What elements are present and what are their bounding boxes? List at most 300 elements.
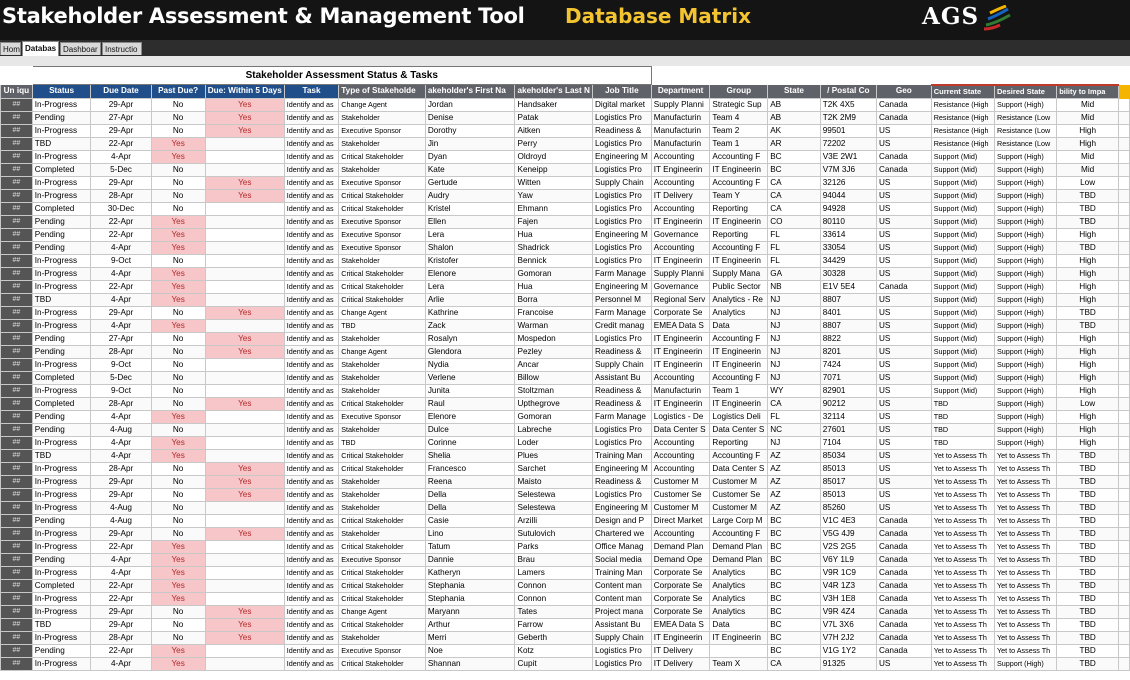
cell-group[interactable]: Logistics Deli — [710, 410, 768, 423]
cell-group[interactable]: IT Engineerin — [710, 358, 768, 371]
cell-task[interactable]: Identify and as — [284, 436, 338, 449]
cell-job-title[interactable]: Logistics Pro — [592, 644, 651, 657]
cell-task[interactable]: Identify and as — [284, 241, 338, 254]
cell-ability-to-impact[interactable]: High — [1057, 124, 1119, 137]
cell-desired-state[interactable]: Support (High) — [995, 163, 1057, 176]
cell-first-name[interactable]: Katheryn — [425, 566, 515, 579]
cell-status[interactable]: TBD — [32, 449, 91, 462]
cell-desired-state[interactable]: Support (High) — [995, 98, 1057, 111]
cell-due-within-5-days[interactable] — [205, 644, 284, 657]
cell-current-state[interactable]: Resistance (High — [931, 124, 994, 137]
cell-status[interactable]: Completed — [32, 202, 91, 215]
cell-due-date[interactable]: 29-Apr — [91, 176, 151, 189]
cell-task[interactable]: Identify and as — [284, 566, 338, 579]
cell-due-date[interactable]: 4-Apr — [91, 241, 151, 254]
cell-last-name[interactable]: Keneipp — [515, 163, 592, 176]
cell-department[interactable]: Supply Planni — [651, 267, 710, 280]
cell-due-date[interactable]: 27-Apr — [91, 332, 151, 345]
cell-first-name[interactable]: Maryann — [425, 605, 515, 618]
cell-current-state[interactable]: Support (Mid) — [931, 345, 994, 358]
header-current-state[interactable]: Current State — [931, 85, 994, 99]
cell-status[interactable]: In-Progress — [32, 254, 91, 267]
cell-due-within-5-days[interactable] — [205, 228, 284, 241]
cell-unique-id[interactable]: ## — [1, 553, 33, 566]
cell-state[interactable]: BC — [768, 514, 821, 527]
cell-current-state[interactable]: Resistance (High — [931, 111, 994, 124]
header-type-of-stakeholder[interactable]: Type of Stakeholde — [339, 85, 426, 99]
cell-past-due[interactable]: Yes — [151, 150, 205, 163]
cell-unique-id[interactable]: ## — [1, 163, 33, 176]
cell-unique-id[interactable]: ## — [1, 540, 33, 553]
cell-group[interactable]: Reporting — [710, 228, 768, 241]
cell-department[interactable]: Accounting — [651, 449, 710, 462]
cell-job-title[interactable]: Engineering M — [592, 501, 651, 514]
cell-first-name[interactable]: Verlene — [425, 371, 515, 384]
cell-first-name[interactable]: Arlie — [425, 293, 515, 306]
cell-geo[interactable]: US — [876, 254, 931, 267]
cell-state[interactable]: AR — [768, 137, 821, 150]
cell-geo[interactable]: Canada — [876, 540, 931, 553]
cell-current-state[interactable]: Support (Mid) — [931, 358, 994, 371]
cell-geo[interactable]: US — [876, 267, 931, 280]
cell-due-within-5-days[interactable]: Yes — [205, 631, 284, 644]
header-due-date[interactable]: Due Date — [91, 85, 151, 99]
cell-job-title[interactable]: Supply Chain — [592, 631, 651, 644]
cell-status[interactable]: In-Progress — [32, 501, 91, 514]
cell-current-state[interactable]: Yet to Assess Th — [931, 657, 994, 670]
cell-due-within-5-days[interactable]: Yes — [205, 345, 284, 358]
cell-past-due[interactable]: No — [151, 254, 205, 267]
cell-last-name[interactable]: Brau — [515, 553, 592, 566]
cell-postal-code[interactable]: V7L 3X6 — [820, 618, 876, 631]
cell-due-within-5-days[interactable]: Yes — [205, 475, 284, 488]
cell-status[interactable]: In-Progress — [32, 631, 91, 644]
cell-job-title[interactable]: Assistant Bu — [592, 371, 651, 384]
cell-current-state[interactable]: Yet to Assess Th — [931, 579, 994, 592]
cell-current-state[interactable]: Support (Mid) — [931, 332, 994, 345]
cell-due-date[interactable]: 28-Apr — [91, 631, 151, 644]
cell-task[interactable]: Identify and as — [284, 540, 338, 553]
cell-past-due[interactable]: Yes — [151, 215, 205, 228]
cell-ability-to-impact[interactable]: TBD — [1057, 553, 1119, 566]
cell-status[interactable]: Pending — [32, 553, 91, 566]
cell-due-date[interactable]: 4-Apr — [91, 553, 151, 566]
cell-first-name[interactable]: Elenore — [425, 267, 515, 280]
cell-task[interactable]: Identify and as — [284, 137, 338, 150]
cell-group[interactable]: IT Engineerin — [710, 345, 768, 358]
cell-stakeholder-type[interactable]: Critical Stakeholder — [339, 592, 426, 605]
cell-state[interactable]: FL — [768, 228, 821, 241]
cell-group[interactable]: IT Engineerin — [710, 254, 768, 267]
cell-current-state[interactable]: Support (Mid) — [931, 228, 994, 241]
cell-ability-to-impact[interactable]: Mid — [1057, 150, 1119, 163]
cell-past-due[interactable]: No — [151, 163, 205, 176]
cell-last-name[interactable]: Kotz — [515, 644, 592, 657]
cell-department[interactable]: Governance — [651, 228, 710, 241]
cell-due-within-5-days[interactable]: Yes — [205, 111, 284, 124]
cell-due-within-5-days[interactable] — [205, 501, 284, 514]
cell-job-title[interactable]: Logistics Pro — [592, 657, 651, 670]
cell-group[interactable]: Data — [710, 618, 768, 631]
cell-current-state[interactable]: Support (Mid) — [931, 293, 994, 306]
cell-desired-state[interactable]: Support (High) — [995, 371, 1057, 384]
cell-postal-code[interactable]: 30328 — [820, 267, 876, 280]
cell-postal-code[interactable]: 90212 — [820, 397, 876, 410]
cell-geo[interactable]: Canada — [876, 631, 931, 644]
cell-first-name[interactable]: Merri — [425, 631, 515, 644]
cell-desired-state[interactable]: Support (High) — [995, 241, 1057, 254]
cell-state[interactable]: AZ — [768, 449, 821, 462]
cell-status[interactable]: In-Progress — [32, 527, 91, 540]
cell-status[interactable]: In-Progress — [32, 592, 91, 605]
cell-task[interactable]: Identify and as — [284, 189, 338, 202]
cell-job-title[interactable]: Assistant Bu — [592, 618, 651, 631]
cell-postal-code[interactable]: T2K 4X5 — [820, 98, 876, 111]
cell-unique-id[interactable]: ## — [1, 111, 33, 124]
cell-due-within-5-days[interactable]: Yes — [205, 332, 284, 345]
cell-department[interactable]: Manufacturin — [651, 124, 710, 137]
cell-desired-state[interactable]: Yet to Assess Th — [995, 631, 1057, 644]
cell-state[interactable]: BC — [768, 566, 821, 579]
cell-due-date[interactable]: 29-Apr — [91, 488, 151, 501]
cell-past-due[interactable]: No — [151, 397, 205, 410]
cell-group[interactable]: Accounting F — [710, 150, 768, 163]
cell-desired-state[interactable]: Support (High) — [995, 358, 1057, 371]
cell-last-name[interactable]: Ehmann — [515, 202, 592, 215]
cell-group[interactable]: Demand Plan — [710, 540, 768, 553]
cell-current-state[interactable]: Support (Mid) — [931, 176, 994, 189]
cell-job-title[interactable]: Readiness & — [592, 397, 651, 410]
cell-last-name[interactable]: Warman — [515, 319, 592, 332]
cell-unique-id[interactable]: ## — [1, 566, 33, 579]
cell-due-date[interactable]: 4-Apr — [91, 436, 151, 449]
cell-postal-code[interactable]: 80110 — [820, 215, 876, 228]
cell-desired-state[interactable]: Yet to Assess Th — [995, 553, 1057, 566]
cell-due-date[interactable]: 4-Apr — [91, 267, 151, 280]
cell-status[interactable]: In-Progress — [32, 462, 91, 475]
cell-first-name[interactable]: Shelia — [425, 449, 515, 462]
cell-ability-to-impact[interactable]: High — [1057, 137, 1119, 150]
cell-first-name[interactable]: Noe — [425, 644, 515, 657]
cell-past-due[interactable]: No — [151, 475, 205, 488]
cell-due-date[interactable]: 4-Apr — [91, 319, 151, 332]
cell-group[interactable]: Public Sector — [710, 280, 768, 293]
cell-desired-state[interactable]: Yet to Assess Th — [995, 605, 1057, 618]
cell-task[interactable]: Identify and as — [284, 202, 338, 215]
cell-department[interactable]: Customer M — [651, 501, 710, 514]
cell-status[interactable]: Pending — [32, 241, 91, 254]
cell-geo[interactable]: Canada — [876, 579, 931, 592]
cell-postal-code[interactable]: 7104 — [820, 436, 876, 449]
cell-group[interactable]: Customer M — [710, 475, 768, 488]
tab-home[interactable]: Hom — [0, 42, 21, 55]
cell-unique-id[interactable]: ## — [1, 137, 33, 150]
cell-job-title[interactable]: Training Man — [592, 566, 651, 579]
cell-department[interactable]: Corporate Se — [651, 306, 710, 319]
cell-department[interactable]: IT Engineerin — [651, 163, 710, 176]
cell-first-name[interactable]: Kristofer — [425, 254, 515, 267]
cell-due-date[interactable]: 28-Apr — [91, 397, 151, 410]
cell-status[interactable]: In-Progress — [32, 280, 91, 293]
cell-past-due[interactable]: No — [151, 631, 205, 644]
cell-due-within-5-days[interactable] — [205, 423, 284, 436]
cell-last-name[interactable]: Handsaker — [515, 98, 592, 111]
cell-first-name[interactable]: Corinne — [425, 436, 515, 449]
cell-unique-id[interactable]: ## — [1, 267, 33, 280]
cell-status[interactable]: Pending — [32, 644, 91, 657]
cell-current-state[interactable]: Support (Mid) — [931, 163, 994, 176]
cell-group[interactable]: Team X — [710, 657, 768, 670]
cell-first-name[interactable]: Della — [425, 488, 515, 501]
cell-state[interactable]: BC — [768, 163, 821, 176]
cell-postal-code[interactable]: 94928 — [820, 202, 876, 215]
cell-job-title[interactable]: Farm Manage — [592, 267, 651, 280]
cell-past-due[interactable]: Yes — [151, 592, 205, 605]
cell-status[interactable]: In-Progress — [32, 436, 91, 449]
cell-ability-to-impact[interactable]: TBD — [1057, 618, 1119, 631]
cell-current-state[interactable]: Support (Mid) — [931, 319, 994, 332]
cell-desired-state[interactable]: Yet to Assess Th — [995, 618, 1057, 631]
cell-ability-to-impact[interactable]: High — [1057, 384, 1119, 397]
cell-past-due[interactable]: No — [151, 618, 205, 631]
cell-past-due[interactable]: No — [151, 202, 205, 215]
cell-postal-code[interactable]: 85013 — [820, 462, 876, 475]
cell-ability-to-impact[interactable]: TBD — [1057, 540, 1119, 553]
cell-due-within-5-days[interactable] — [205, 241, 284, 254]
cell-postal-code[interactable]: 7071 — [820, 371, 876, 384]
cell-last-name[interactable]: Selestewa — [515, 488, 592, 501]
cell-desired-state[interactable]: Yet to Assess Th — [995, 540, 1057, 553]
cell-ability-to-impact[interactable]: TBD — [1057, 189, 1119, 202]
cell-unique-id[interactable]: ## — [1, 527, 33, 540]
cell-first-name[interactable]: Shalon — [425, 241, 515, 254]
cell-unique-id[interactable]: ## — [1, 475, 33, 488]
cell-stakeholder-type[interactable]: Stakeholder — [339, 501, 426, 514]
cell-geo[interactable]: US — [876, 306, 931, 319]
cell-last-name[interactable]: Gomoran — [515, 267, 592, 280]
cell-postal-code[interactable]: 94044 — [820, 189, 876, 202]
cell-status[interactable]: In-Progress — [32, 540, 91, 553]
cell-status[interactable]: Pending — [32, 410, 91, 423]
cell-department[interactable]: IT Engineerin — [651, 358, 710, 371]
cell-due-date[interactable]: 4-Aug — [91, 514, 151, 527]
cell-due-within-5-days[interactable] — [205, 657, 284, 670]
cell-desired-state[interactable]: Yet to Assess Th — [995, 514, 1057, 527]
cell-job-title[interactable]: Content man — [592, 579, 651, 592]
cell-first-name[interactable]: Gertude — [425, 176, 515, 189]
cell-due-date[interactable]: 28-Apr — [91, 189, 151, 202]
cell-task[interactable]: Identify and as — [284, 176, 338, 189]
cell-department[interactable]: Corporate Se — [651, 579, 710, 592]
cell-task[interactable]: Identify and as — [284, 228, 338, 241]
cell-postal-code[interactable]: V9R 4Z4 — [820, 605, 876, 618]
cell-unique-id[interactable]: ## — [1, 514, 33, 527]
cell-stakeholder-type[interactable]: Critical Stakeholder — [339, 540, 426, 553]
cell-stakeholder-type[interactable]: Stakeholder — [339, 163, 426, 176]
cell-department[interactable]: Accounting — [651, 462, 710, 475]
header-state[interactable]: State — [768, 85, 821, 99]
cell-past-due[interactable]: Yes — [151, 449, 205, 462]
cell-ability-to-impact[interactable]: High — [1057, 254, 1119, 267]
header-status[interactable]: Status — [32, 85, 91, 99]
cell-task[interactable]: Identify and as — [284, 319, 338, 332]
cell-current-state[interactable]: Support (Mid) — [931, 371, 994, 384]
cell-first-name[interactable]: Dorothy — [425, 124, 515, 137]
cell-unique-id[interactable]: ## — [1, 228, 33, 241]
cell-group[interactable]: Reporting — [710, 436, 768, 449]
cell-unique-id[interactable]: ## — [1, 488, 33, 501]
cell-department[interactable]: Customer Se — [651, 488, 710, 501]
cell-task[interactable]: Identify and as — [284, 306, 338, 319]
cell-ability-to-impact[interactable]: High — [1057, 228, 1119, 241]
cell-desired-state[interactable]: Support (High) — [995, 293, 1057, 306]
cell-past-due[interactable]: Yes — [151, 540, 205, 553]
cell-geo[interactable]: Canada — [876, 280, 931, 293]
cell-job-title[interactable]: Logistics Pro — [592, 241, 651, 254]
cell-job-title[interactable]: Logistics Pro — [592, 254, 651, 267]
cell-last-name[interactable]: Fajen — [515, 215, 592, 228]
cell-stakeholder-type[interactable]: Change Agent — [339, 98, 426, 111]
cell-job-title[interactable]: Logistics Pro — [592, 189, 651, 202]
cell-department[interactable]: Accounting — [651, 176, 710, 189]
cell-group[interactable]: Team Y — [710, 189, 768, 202]
cell-group[interactable]: Customer Se — [710, 488, 768, 501]
cell-past-due[interactable]: Yes — [151, 319, 205, 332]
cell-postal-code[interactable]: 82901 — [820, 384, 876, 397]
cell-stakeholder-type[interactable]: Stakeholder — [339, 488, 426, 501]
cell-last-name[interactable]: Ancar — [515, 358, 592, 371]
cell-past-due[interactable]: No — [151, 189, 205, 202]
cell-geo[interactable]: US — [876, 345, 931, 358]
cell-postal-code[interactable]: T2K 2M9 — [820, 111, 876, 124]
cell-stakeholder-type[interactable]: Change Agent — [339, 306, 426, 319]
cell-desired-state[interactable]: Support (High) — [995, 423, 1057, 436]
cell-task[interactable]: Identify and as — [284, 293, 338, 306]
cell-department[interactable]: Accounting — [651, 241, 710, 254]
cell-department[interactable]: Regional Serv — [651, 293, 710, 306]
cell-unique-id[interactable]: ## — [1, 618, 33, 631]
cell-postal-code[interactable]: 8201 — [820, 345, 876, 358]
cell-due-date[interactable]: 29-Apr — [91, 98, 151, 111]
cell-due-within-5-days[interactable]: Yes — [205, 124, 284, 137]
cell-due-date[interactable]: 9-Oct — [91, 384, 151, 397]
cell-first-name[interactable]: Ellen — [425, 215, 515, 228]
cell-task[interactable]: Identify and as — [284, 254, 338, 267]
cell-current-state[interactable]: TBD — [931, 436, 994, 449]
cell-due-within-5-days[interactable] — [205, 553, 284, 566]
cell-status[interactable]: In-Progress — [32, 566, 91, 579]
cell-due-within-5-days[interactable] — [205, 280, 284, 293]
cell-last-name[interactable]: Francoise — [515, 306, 592, 319]
cell-desired-state[interactable]: Support (High) — [995, 345, 1057, 358]
cell-department[interactable]: IT Engineerin — [651, 397, 710, 410]
cell-stakeholder-type[interactable]: Critical Stakeholder — [339, 566, 426, 579]
cell-group[interactable]: IT Engineerin — [710, 163, 768, 176]
cell-task[interactable]: Identify and as — [284, 280, 338, 293]
cell-due-date[interactable]: 4-Aug — [91, 423, 151, 436]
cell-unique-id[interactable]: ## — [1, 150, 33, 163]
cell-department[interactable]: IT Engineerin — [651, 345, 710, 358]
cell-status[interactable]: In-Progress — [32, 306, 91, 319]
cell-group[interactable]: Analytics — [710, 605, 768, 618]
cell-unique-id[interactable]: ## — [1, 605, 33, 618]
cell-group[interactable] — [710, 644, 768, 657]
cell-due-date[interactable]: 27-Apr — [91, 111, 151, 124]
cell-due-date[interactable]: 5-Dec — [91, 371, 151, 384]
cell-ability-to-impact[interactable]: TBD — [1057, 319, 1119, 332]
cell-ability-to-impact[interactable]: TBD — [1057, 644, 1119, 657]
cell-due-date[interactable]: 29-Apr — [91, 527, 151, 540]
cell-department[interactable]: Manufacturin — [651, 111, 710, 124]
cell-postal-code[interactable]: V6Y 1L9 — [820, 553, 876, 566]
cell-ability-to-impact[interactable]: High — [1057, 436, 1119, 449]
cell-current-state[interactable]: Yet to Assess Th — [931, 501, 994, 514]
cell-state[interactable]: AZ — [768, 488, 821, 501]
cell-geo[interactable]: US — [876, 189, 931, 202]
tab-instructions[interactable]: Instructio — [102, 42, 142, 55]
cell-geo[interactable]: Canada — [876, 527, 931, 540]
cell-geo[interactable]: US — [876, 384, 931, 397]
cell-due-within-5-days[interactable] — [205, 137, 284, 150]
cell-department[interactable]: Corporate Se — [651, 566, 710, 579]
cell-desired-state[interactable]: Support (High) — [995, 202, 1057, 215]
cell-geo[interactable]: US — [876, 475, 931, 488]
cell-last-name[interactable]: Upthegrove — [515, 397, 592, 410]
header-department[interactable]: Department — [651, 85, 710, 99]
cell-stakeholder-type[interactable]: Critical Stakeholder — [339, 514, 426, 527]
cell-postal-code[interactable]: V7M 3J6 — [820, 163, 876, 176]
cell-last-name[interactable]: Parks — [515, 540, 592, 553]
cell-postal-code[interactable]: 34429 — [820, 254, 876, 267]
cell-desired-state[interactable]: Yet to Assess Th — [995, 449, 1057, 462]
cell-department[interactable]: IT Engineerin — [651, 631, 710, 644]
cell-desired-state[interactable]: Support (High) — [995, 397, 1057, 410]
cell-task[interactable]: Identify and as — [284, 358, 338, 371]
cell-due-within-5-days[interactable] — [205, 410, 284, 423]
cell-task[interactable]: Identify and as — [284, 592, 338, 605]
cell-status[interactable]: Pending — [32, 423, 91, 436]
header-ability-to-impact[interactable]: bility to Impa — [1057, 85, 1119, 99]
cell-group[interactable]: Analytics — [710, 579, 768, 592]
cell-job-title[interactable]: Training Man — [592, 449, 651, 462]
cell-state[interactable]: WY — [768, 384, 821, 397]
cell-unique-id[interactable]: ## — [1, 189, 33, 202]
cell-current-state[interactable]: TBD — [931, 423, 994, 436]
cell-state[interactable]: AK — [768, 124, 821, 137]
cell-status[interactable]: In-Progress — [32, 384, 91, 397]
cell-status[interactable]: In-Progress — [32, 124, 91, 137]
cell-group[interactable]: IT Engineerin — [710, 397, 768, 410]
cell-current-state[interactable]: Yet to Assess Th — [931, 540, 994, 553]
cell-due-within-5-days[interactable] — [205, 514, 284, 527]
cell-first-name[interactable]: Kathrine — [425, 306, 515, 319]
cell-state[interactable]: AB — [768, 98, 821, 111]
cell-status[interactable]: Pending — [32, 215, 91, 228]
cell-due-within-5-days[interactable]: Yes — [205, 306, 284, 319]
cell-geo[interactable]: US — [876, 124, 931, 137]
cell-state[interactable]: NC — [768, 423, 821, 436]
cell-due-within-5-days[interactable] — [205, 540, 284, 553]
cell-geo[interactable]: US — [876, 371, 931, 384]
cell-first-name[interactable]: Rosalyn — [425, 332, 515, 345]
cell-state[interactable]: BC — [768, 579, 821, 592]
header-unique-id[interactable]: Un iqu — [1, 85, 33, 99]
cell-state[interactable]: BC — [768, 592, 821, 605]
cell-desired-state[interactable]: Support (High) — [995, 306, 1057, 319]
cell-task[interactable]: Identify and as — [284, 475, 338, 488]
cell-due-date[interactable]: 30-Dec — [91, 202, 151, 215]
cell-first-name[interactable]: Jin — [425, 137, 515, 150]
